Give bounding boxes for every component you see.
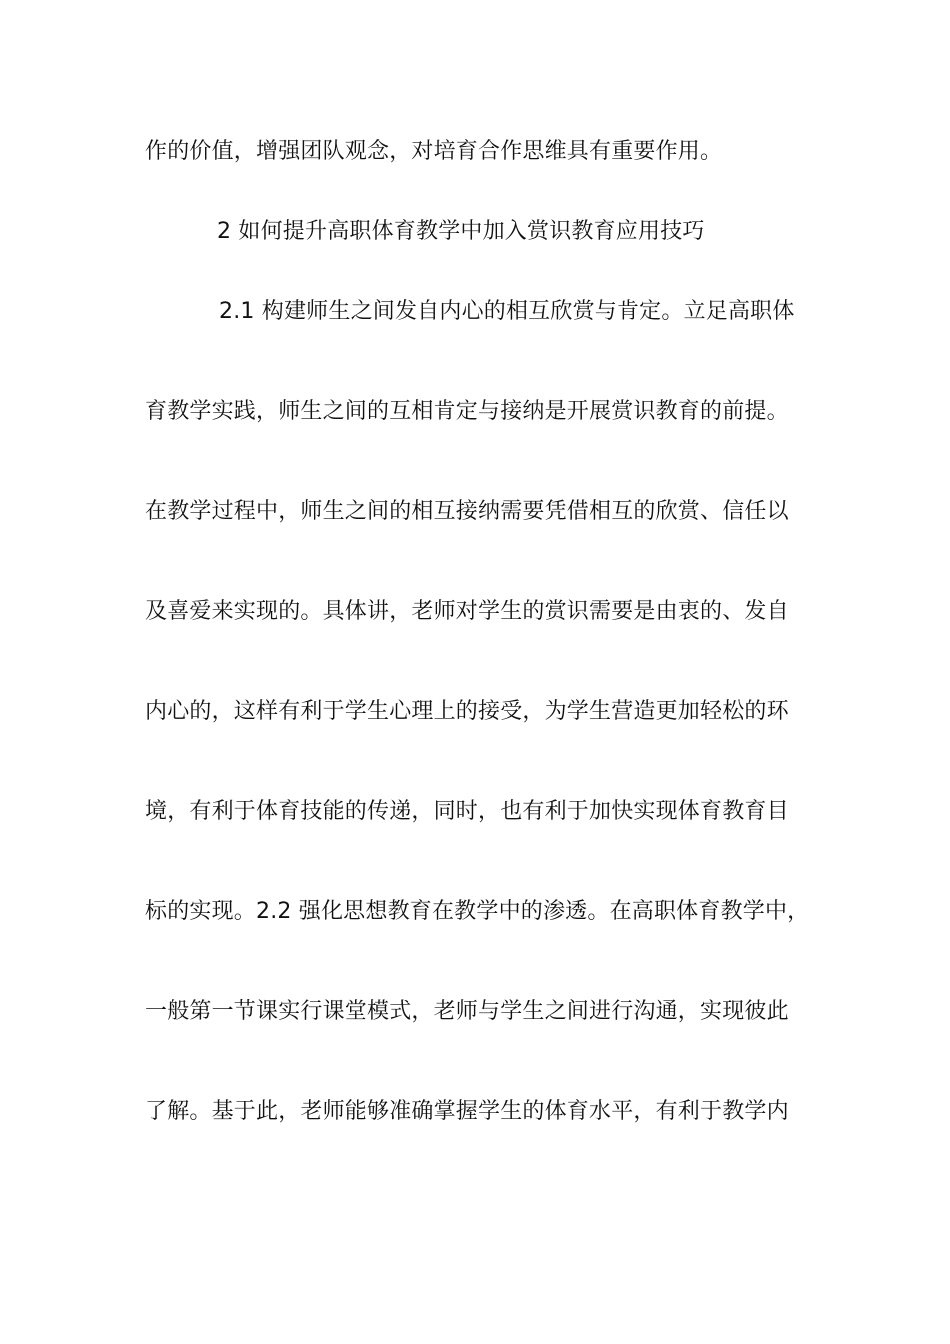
paragraph-line-5: 及喜爱来实现的。具体讲，老师对学生的赏识需要是由衷的、发自 [145, 599, 789, 624]
paragraph-line-4: 在教学过程中，师生之间的相互接纳需要凭借相互的欣赏、信任以 [145, 499, 789, 524]
paragraph-line-9: 一般第一节课实行课堂模式，老师与学生之间进行沟通，实现彼此 [145, 999, 789, 1024]
paragraph-line-10: 了解。基于此，老师能够准确掌握学生的体育水平，有利于教学内 [145, 1099, 789, 1124]
paragraph-line-3: 育教学实践，师生之间的互相肯定与接纳是开展赏识教育的前提。 [145, 399, 789, 424]
section-heading: 2 如何提升高职体育教学中加入赏识教育应用技巧 [217, 219, 705, 244]
paragraph-line-subsection-2-1: 2.1 构建师生之间发自内心的相互欣赏与肯定。立足高职体 [219, 299, 795, 324]
paragraph-line-7: 境，有利于体育技能的传递，同时，也有利于加快实现体育教育目 [145, 799, 789, 824]
paragraph-line-1: 作的价值，增强团队观念，对培育合作思维具有重要作用。 [145, 139, 723, 164]
paragraph-line-8: 标的实现。2.2 强化思想教育在教学中的渗透。在高职体育教学中， [145, 899, 810, 924]
paragraph-line-6: 内心的，这样有利于学生心理上的接受，为学生营造更加轻松的环 [145, 699, 789, 724]
